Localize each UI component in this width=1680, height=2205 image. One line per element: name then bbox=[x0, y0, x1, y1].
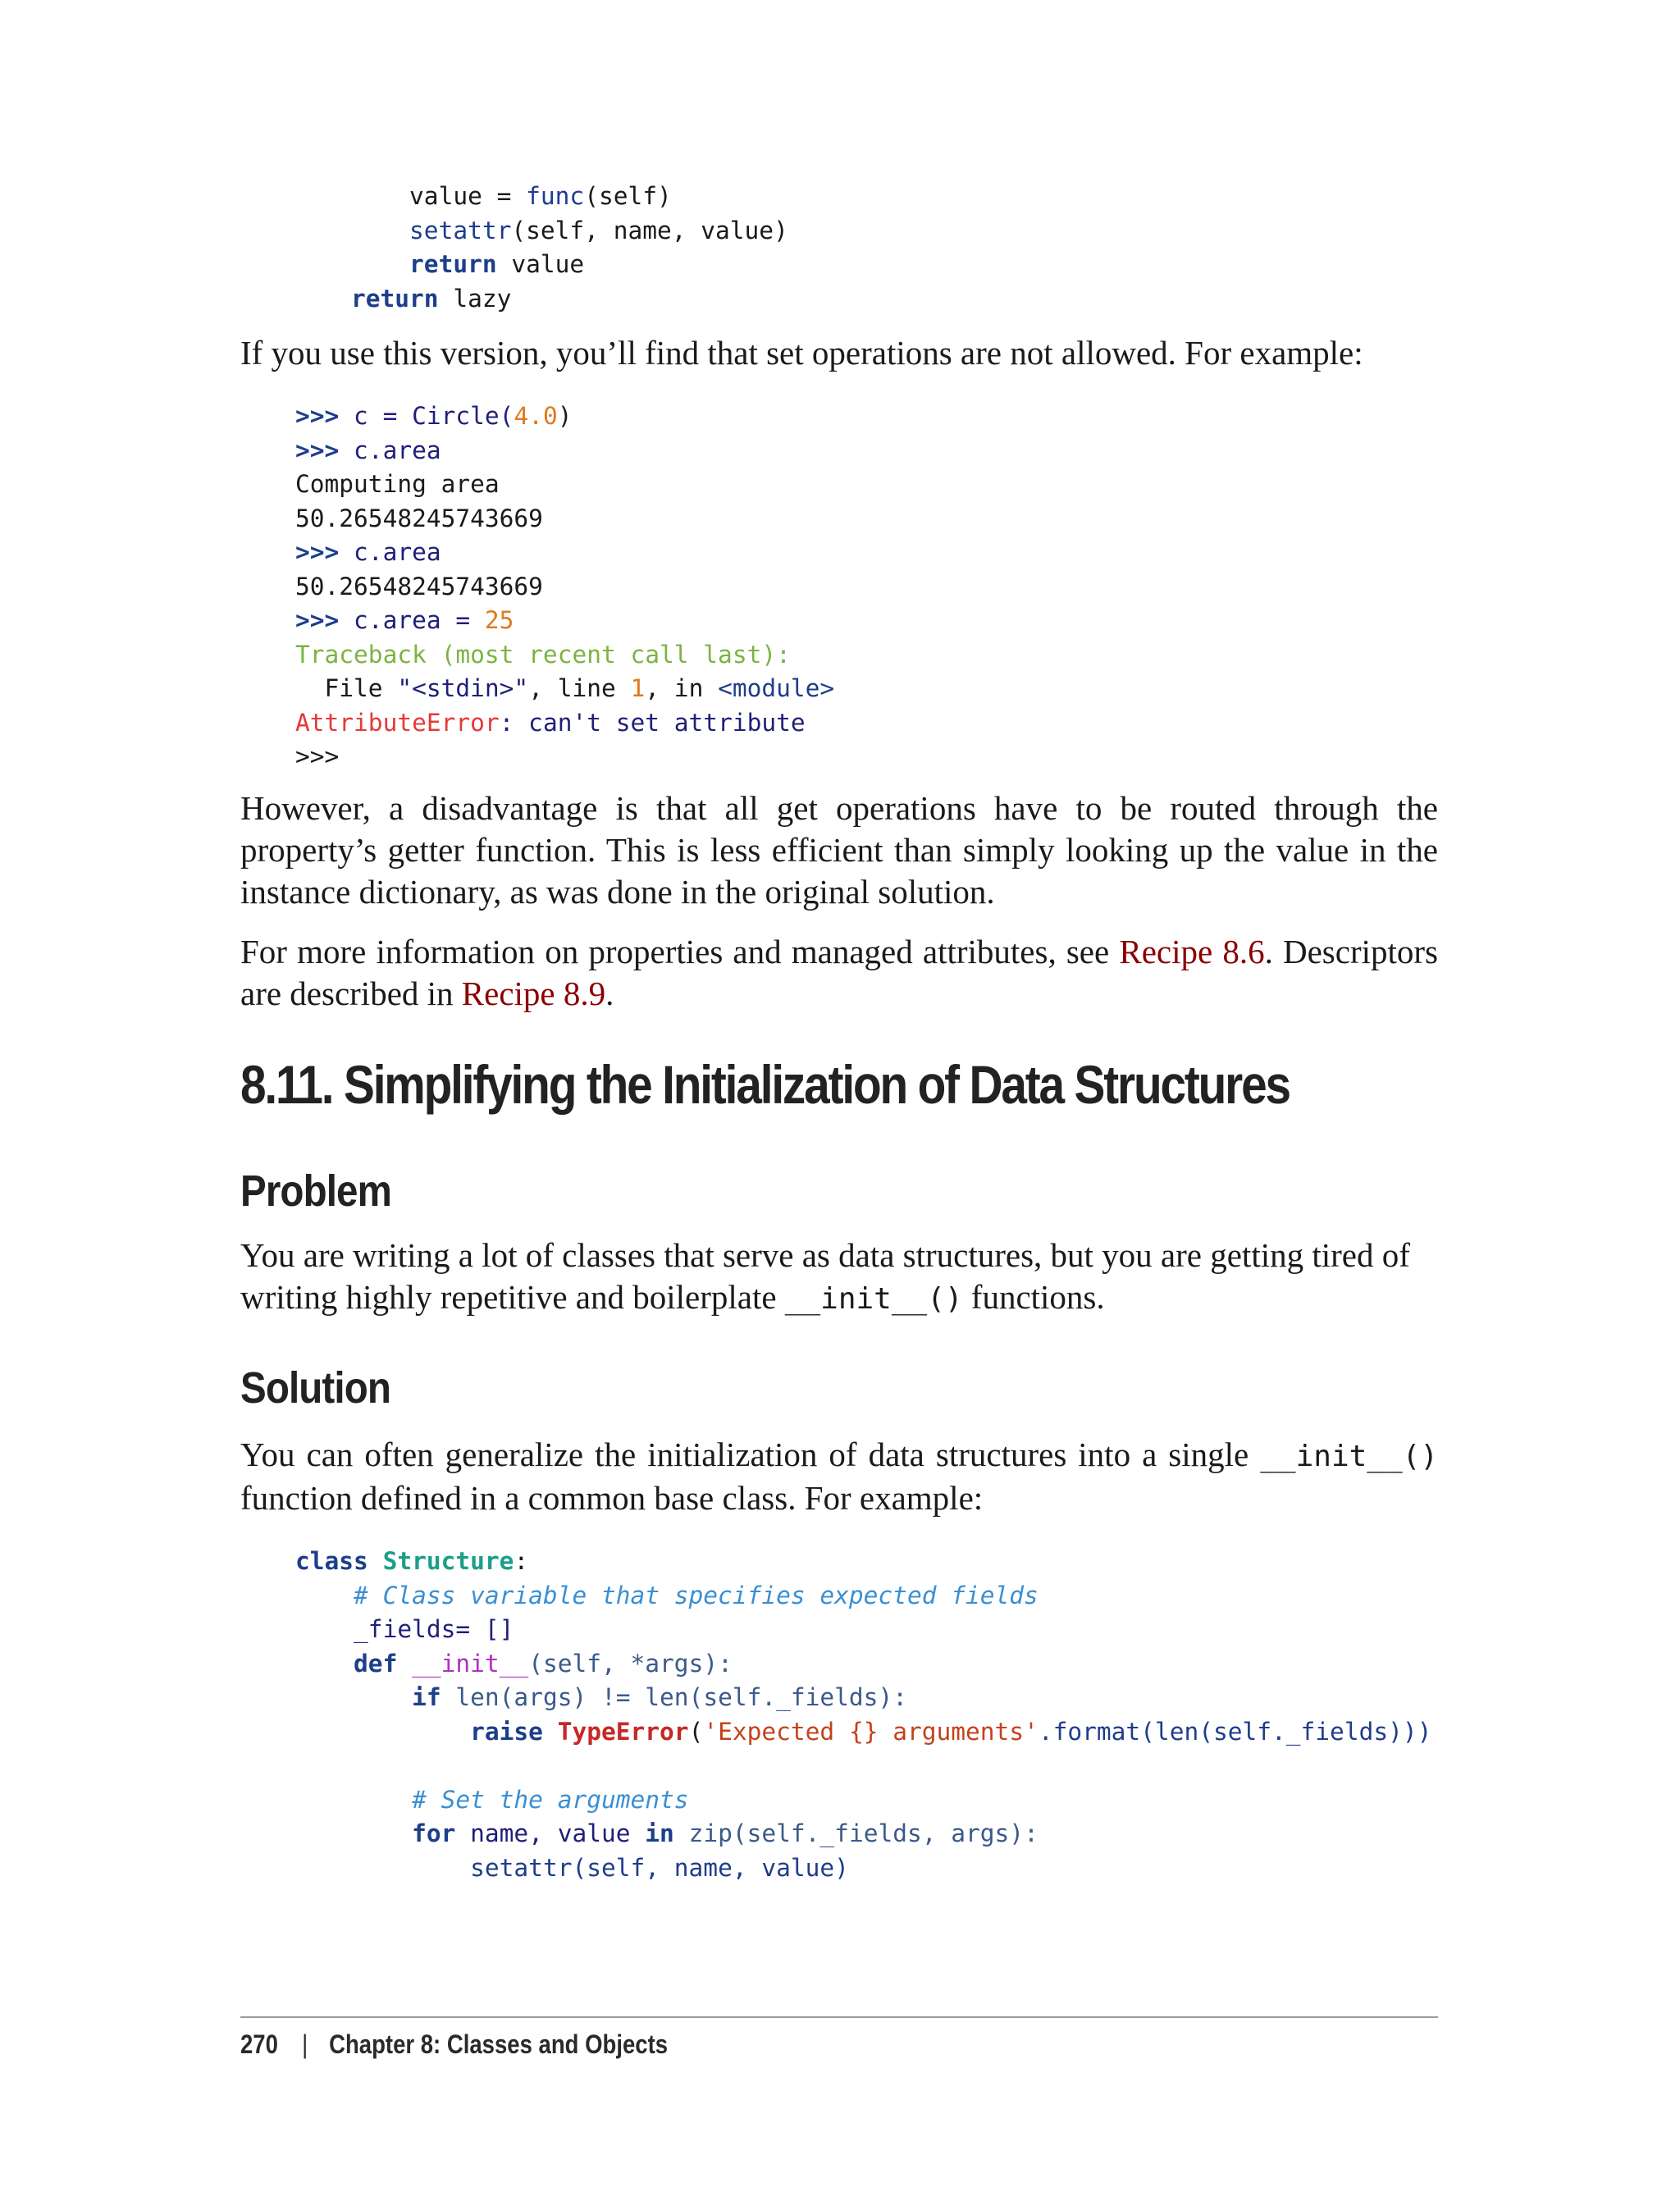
paragraph-however: However, a disadvantage is that all get operations have to be routed through the property’s getter function. This is less efficient than simply looking up the value in the instance dictionary, as was done in the original solution. bbox=[240, 789, 1438, 911]
code-line: 50.26548245743669 bbox=[295, 504, 543, 532]
code-line: AttributeError: can't set attribute bbox=[295, 708, 806, 737]
code-block-console bbox=[295, 399, 834, 774]
code-line: value = func(self) bbox=[409, 182, 672, 210]
footer-rule bbox=[240, 2016, 1438, 2018]
code-line: return lazy bbox=[351, 284, 512, 313]
code-line: >>> c.area = 25 bbox=[295, 606, 514, 634]
code-line: if len(args) != len(self._fields): bbox=[412, 1683, 907, 1711]
section-title: 8.11. Simplifying the Initialization of Data Structures bbox=[240, 1054, 1290, 1115]
code-line: _fields= [] bbox=[354, 1615, 514, 1643]
code-line bbox=[295, 1751, 310, 1779]
code-line: >>> bbox=[295, 742, 340, 770]
code-line: setattr(self, name, value) bbox=[470, 1853, 849, 1882]
inline-code: __init__() bbox=[1260, 1440, 1438, 1473]
code-line: Computing area bbox=[295, 470, 500, 498]
page-footer bbox=[240, 2026, 668, 2062]
code-line: setattr(self, name, value) bbox=[409, 216, 788, 244]
link-recipe-8-9[interactable]: Recipe 8.9 bbox=[461, 975, 606, 1012]
paragraph-more-info: For more information on properties and managed attributes, see Recipe 8.6. Descriptors are described in Recipe 8.9. bbox=[240, 933, 1438, 1012]
link-recipe-8-6[interactable]: Recipe 8.6 bbox=[1119, 933, 1265, 970]
code-line: return value bbox=[409, 250, 585, 278]
code-line: class Structure: bbox=[295, 1547, 529, 1575]
code-line: # Class variable that specifies expected fields bbox=[354, 1581, 1039, 1609]
code-line: File "<stdin>", line 1, in <module> bbox=[295, 674, 835, 702]
paragraph-set-operations: If you use this version, you’ll find that set operations are not allowed. For example: bbox=[240, 334, 1363, 372]
paragraph-solution: You can often generalize the initialization of data structures into a single __init__() function defined in a common base class. For example: bbox=[240, 1436, 1438, 1517]
solution-heading: Solution bbox=[240, 1363, 390, 1413]
code-block-structure bbox=[295, 1545, 1431, 1885]
code-line: # Set the arguments bbox=[412, 1785, 689, 1814]
code-block-lazy bbox=[351, 180, 788, 316]
footer-separator: | bbox=[302, 2029, 308, 2059]
code-line: raise TypeError('Expected {} arguments'.format(len(self._fields))) bbox=[470, 1717, 1432, 1746]
inline-code: __init__() bbox=[784, 1282, 963, 1316]
chapter-title: Chapter 8: Classes and Objects bbox=[329, 2029, 669, 2059]
code-line: >>> c.area bbox=[295, 436, 441, 464]
page-number: 270 bbox=[240, 2029, 278, 2059]
problem-heading: Problem bbox=[240, 1166, 391, 1216]
code-line: Traceback (most recent call last): bbox=[295, 640, 791, 669]
code-line: def __init__(self, *args): bbox=[354, 1649, 733, 1678]
code-line: for name, value in zip(self._fields, args): bbox=[412, 1819, 1039, 1847]
code-line: 50.26548245743669 bbox=[295, 572, 543, 600]
code-line: >>> c = Circle(4.0) bbox=[295, 402, 573, 430]
paragraph-problem: You are writing a lot of classes that serve as data structures, but you are getting tired of writing highly repetitive and boilerplate __init__() functions. bbox=[240, 1236, 1410, 1316]
code-line: >>> c.area bbox=[295, 538, 441, 566]
